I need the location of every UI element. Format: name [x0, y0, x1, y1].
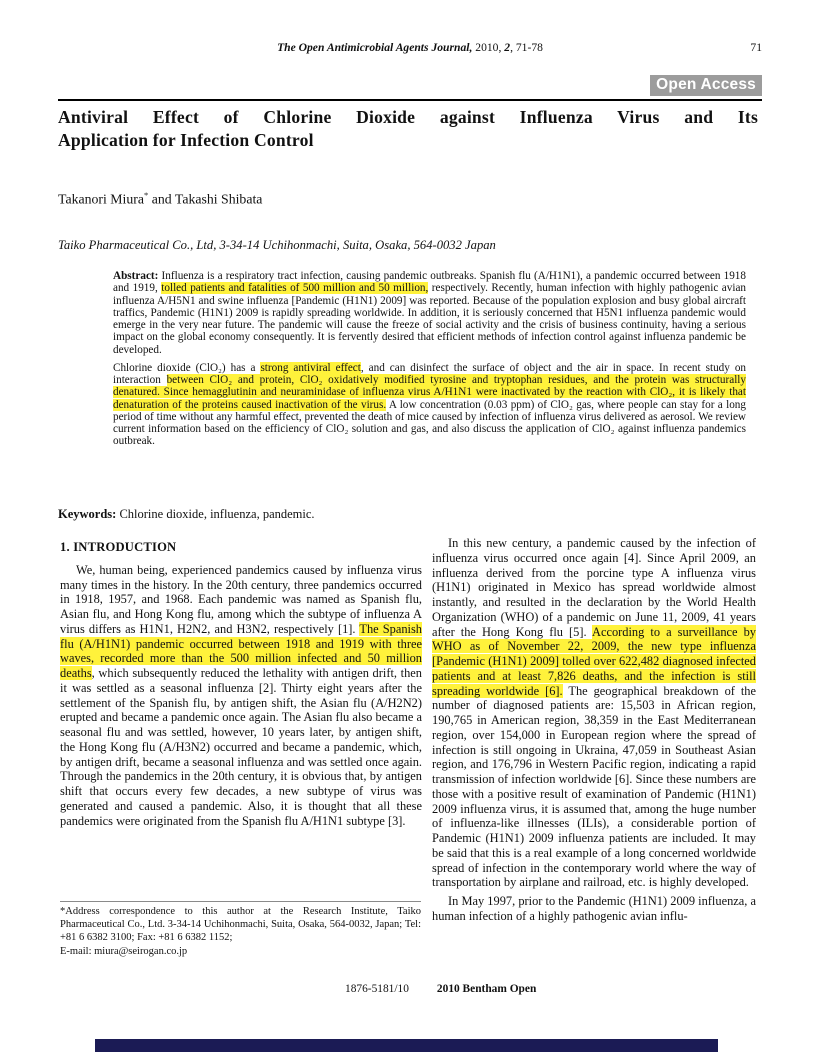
- article-title-line2: Application for Infection Control: [58, 129, 314, 150]
- page-number: 71: [750, 41, 762, 54]
- right-column-paragraph-2: In May 1997, prior to the Pandemic (H1N1) 2009 influenza, a human infection of a highly pathogenic avian influ-: [432, 894, 756, 923]
- footnote-rule: [60, 901, 421, 902]
- right-column: [432, 536, 756, 924]
- open-access-badge: Open Access: [650, 75, 762, 96]
- article-title-line1: Antiviral Effect of Chlorine Dioxide against Influenza Virus and Its: [58, 107, 758, 127]
- footnote-email: E-mail: miura@seirogan.co.jp: [60, 945, 188, 957]
- introduction-paragraph-1: We, human being, experienced pandemics caused by influenza virus many times in the history. In the 20th century, three pandemics occurred in 1918, 1957, and 1968. Each pandemic was named as Spanish flu, Asian flu, and Hong Kong flu, among which the subtype of influenza A virus differs as H1N1, H2N2, and H3N2, respectively [1]. The Spanish flu (A/H1N1) pandemic occurred between 1918 and 1919 with three waves, recorded more than the 500 million infected and 50 million deaths, which subsequently reduced the lethality with antigen drift, then it was settled as a seasonal influenza [2]. Thirty eight years after the settlement of the Spanish flu, by antigen shift, the Asian flu (A/H2N2) erupted and became a pandemic once again. The Asian flu also became a seasonal flu and was settled, however, 10 years later, by antigen shift, the Hong Kong flu (A/H3N2) occurred and became a pandemic, which, by antigen drift, became a seasonal influenza and was settled once again. Through the pandemics in the 20th century, it is obvious that, by antigen shift that occurs every few decades, a new subtype of virus was generated and caused a pandemic. Also, it is thought that all these pandemics were originated from the Spanish flu A/H1N1 subtype [3].: [60, 562, 422, 828]
- publisher-line: 2010 Bentham Open: [436, 983, 537, 995]
- running-header: [58, 41, 762, 54]
- issn-code: 1876-5181/10: [345, 983, 409, 995]
- introduction-heading: 1. INTRODUCTION: [60, 540, 177, 554]
- abstract-paragraph-1: Abstract: Influenza is a respiratory tract infection, causing pandemic outbreaks. Spanish flu (A/H1N1), a pandemic occurred between 1918 and 1919, tolled patients and fatalities of 500 million and 50 million, respectively. Recently, human infection with highly pathogenic avian influenza A/H5N1 and swine influenza [Pandemic (H1N1) 2009] was reported. Because of the population explosion and busy global aircraft traffics, Pandemic (H1N1) 2009 is rapidly spreading worldwide. In addition, it is seriously concerned that H5N1 influenza pandemic would emerge in the very near future. The pandemic will cause the freeze of social activity and the crisis of business continuity, having a serious impact on the global economy consequently. It is fervently desired that efficient methods of infection control against influenza pandemic be developed.: [113, 270, 747, 356]
- authors: Takanori Miura* and Takashi Shibata: [58, 190, 263, 207]
- page-footer: [345, 983, 536, 995]
- journal-citation: The Open Antimicrobial Agents Journal, 2010, 2, 71-78: [277, 41, 543, 54]
- left-column: [60, 536, 422, 828]
- right-column-paragraph-1: In this new century, a pandemic caused by the infection of influenza virus occurred once again [4]. Since April 2009, an influenza derived from the porcine type A influenza virus (H1N1) originated in Mexico has spread worldwide almost instantly, and resulted in the declaration by the World Health Organization (WHO) of a pandemic on June 11, 2009, 41 years after the Hong Kong flu [5]. According to a surveillance by WHO as of November 22, 2009, the new type influenza [Pandemic (H1N1) 2009] tolled over 622,482 diagnosed infected patients and at least 7,826 deaths, and the infection is still spreading worldwide [6]. The geographical breakdown of the number of diagnosed patients are: 15,503 in African region, 190,765 in American region, 38,359 in the East Mediterranean region, over 154,000 in European region where the spread of infection is still ongoing in Ukraina, 47,059 in Southeast Asian region, and 176,796 in Western Pacific region, indicating a rapid transmission of infection worldwide [6]. Since these numbers are those with a positive result of examination of Pandemic (H1N1) 2009 influenza virus, it is assumed that, among the huge number of influenza-like illnesses (ILIs), a considerable portion of Pandemic (H1N1) 2009 influenza patients are included. It may be said that this is a real example of a long concerned worldwide spread of infection in the contemporary world where the way of transportation by airplane and railroad, etc. is highly developed.: [432, 536, 756, 890]
- article-title: [58, 106, 758, 151]
- footnote-text: *Address correspondence to this author at the Research Institute, Taiko Pharmaceutical Co., Ltd. 3-34-14 Uchihonmachi, Suita, Osaka, 564-0032, Japan; Tel: +81 6 6382 3100; Fax: +81 6 6382 1152;: [60, 906, 421, 944]
- keywords-line: Keywords: Chlorine dioxide, influenza, pandemic.: [58, 507, 315, 521]
- affiliation: Taiko Pharmaceutical Co., Ltd, 3-34-14 Uchihonmachi, Suita, Osaka, 564-0032 Japan: [58, 238, 496, 252]
- correspondence-footnote: [60, 901, 421, 958]
- abstract-section: [113, 270, 746, 448]
- abstract-paragraph-2: Chlorine dioxide (ClO₂) has a strong antiviral effect, and can disinfect the surface of object and the air in space. In recent study on interaction between ClO₂ and protein, ClO₂ oxidatively modified tyrosine and tryptophan residues, and the protein was structurally denatured. Since hemagglutinin and neuraminidase of influenza virus A/H1N1 were inactivated by the reaction with ClO₂, it is likely that denaturation of the proteins caused inactivation of the virus. A low concentration (0.03 ppm) of ClO₂ gas, where people can stay for a long period of time without any harmful effect, prevented the death of mice caused by infection of influenza virus delivered as aerosol. We review current information based on the efficiency of ClO₂ solution and gas, and also discuss the application of ClO₂ against influenza pandemics outbreak.: [113, 361, 747, 448]
- header-rule: [58, 99, 762, 101]
- footer-bar: [95, 1039, 718, 1052]
